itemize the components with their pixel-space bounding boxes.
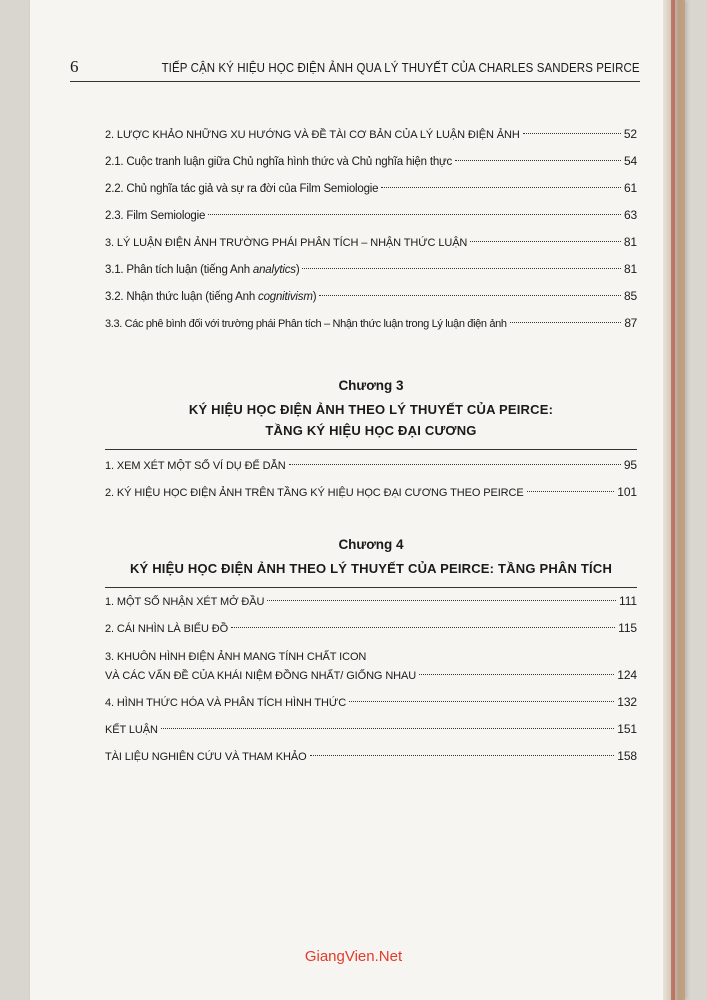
toc-entry[interactable] — [105, 743, 637, 770]
toc-entry-label: 3. LÝ LUẬN ĐIỆN ẢNH TRƯỜNG PHÁI PHÂN TÍCH – NHẬN THỨC LUẬN — [105, 237, 468, 249]
chapter-title: KÝ HIỆU HỌC ĐIỆN ẢNH THEO LÝ THUYẾT CỦA PEIRCE: TẦNG PHÂN TÍCH — [129, 561, 613, 576]
toc-entry-label: 2.3. Film Semiologie — [105, 210, 206, 222]
toc-entry[interactable] — [105, 310, 637, 337]
toc-entry-label: 2.2. Chủ nghĩa tác giả và sự ra đời của Film Semiologie — [105, 183, 379, 195]
dot-leader — [267, 600, 616, 601]
toc-chapter-4 — [105, 588, 637, 770]
toc-entry-page: 52 — [623, 127, 637, 141]
toc-entry-page: 111 — [619, 594, 637, 608]
spine-red-band — [671, 0, 675, 1000]
running-header — [70, 57, 640, 82]
toc-entry-page: 81 — [624, 262, 637, 276]
dot-leader — [349, 701, 614, 702]
toc-label-text: 3.1. Phân tích luận (tiếng Anh — [105, 264, 253, 276]
toc-entry-page: 63 — [624, 208, 637, 222]
toc-entry-label: 1. XEM XÉT MỘT SỐ VÍ DỤ ĐỂ DẪN — [105, 460, 286, 472]
toc-label-italic: cognitivism — [258, 291, 313, 303]
toc-entry[interactable] — [105, 588, 637, 615]
chapter-3-heading — [105, 378, 637, 450]
toc-entry[interactable] — [105, 648, 637, 685]
toc-entry-label: TÀI LIỆU NGHIÊN CỨU VÀ THAM KHẢO — [105, 751, 307, 763]
toc-entry-page: 151 — [617, 722, 637, 736]
toc-entry[interactable] — [105, 615, 637, 642]
toc-entry[interactable] — [105, 716, 637, 743]
toc-entry[interactable] — [105, 283, 637, 310]
toc-entry-page: 124 — [617, 668, 637, 682]
toc-entry[interactable] — [105, 202, 637, 229]
toc-label-text: 3.2. Nhận thức luận (tiếng Anh — [105, 291, 259, 303]
toc-entry-page: 61 — [624, 181, 637, 195]
toc-entry-label: 1. MỘT SỐ NHẬN XÉT MỞ ĐẦU — [105, 596, 265, 608]
dot-leader — [527, 491, 615, 492]
toc-entry[interactable] — [105, 175, 637, 202]
toc-entry-page: 87 — [624, 316, 637, 330]
toc-entry[interactable] — [105, 452, 637, 479]
page-number: 6 — [70, 57, 79, 76]
toc-entry-label — [105, 284, 316, 311]
toc-entry-page: 54 — [624, 154, 637, 168]
toc-entry-page: 81 — [623, 235, 637, 249]
dot-leader — [208, 214, 621, 215]
watermark: GiangVien.Net — [304, 948, 403, 965]
dot-leader — [161, 728, 614, 729]
toc-label-italic: analytics — [252, 264, 296, 276]
toc-entry-page: 95 — [623, 458, 637, 472]
chapter-number: Chương 4 — [338, 537, 404, 552]
dot-leader — [419, 674, 614, 675]
toc-entry-page: 115 — [618, 621, 637, 635]
dot-leader — [302, 268, 621, 269]
toc-label-text: ) — [295, 264, 300, 276]
toc-entry-label: 2.1. Cuộc tranh luận giữa Chủ nghĩa hình thức và Chủ nghĩa hiện thực — [105, 156, 453, 168]
toc-entry[interactable] — [105, 148, 637, 175]
toc-entry-label-line1: 3. KHUÔN HÌNH ĐIỆN ẢNH MANG TÍNH CHẤT ICON — [105, 651, 367, 663]
toc-entry-label: 2. CÁI NHÌN LÀ BIỂU ĐỒ — [105, 623, 229, 635]
toc-chapter-3 — [105, 452, 637, 506]
toc-label-text: ) — [312, 291, 317, 303]
dot-leader — [289, 464, 621, 465]
dot-leader — [231, 627, 615, 628]
dot-leader — [319, 295, 621, 296]
toc-entry-label: 4. HÌNH THỨC HÓA VÀ PHÂN TÍCH HÌNH THỨC — [105, 697, 347, 709]
toc-entry-label: 2. LƯỢC KHẢO NHỮNG XU HƯỚNG VÀ ĐỀ TÀI CƠ BẢN CỦA LÝ LUẬN ĐIỆN ẢNH — [105, 129, 520, 141]
toc-entry[interactable] — [105, 256, 637, 283]
toc-entry-page: 132 — [617, 695, 637, 709]
running-title: TIẾP CẬN KÝ HIỆU HỌC ĐIỆN ẢNH QUA LÝ THUYẾT CỦA CHARLES SANDERS PEIRCE — [161, 61, 640, 75]
toc-entry[interactable] — [105, 479, 637, 506]
chapter-number: Chương 3 — [338, 378, 404, 393]
toc-entry-label: VÀ CÁC VẤN ĐỀ CỦA KHÁI NIỆM ĐỒNG NHẤT/ GIỐNG NHAU — [105, 670, 417, 682]
chapter-title: TẦNG KÝ HIỆU HỌC ĐẠI CƯƠNG — [265, 423, 477, 438]
toc-section-1 — [105, 121, 637, 337]
dot-leader — [310, 755, 615, 756]
book-spine — [663, 0, 685, 1000]
dot-leader — [381, 187, 621, 188]
chapter-rule — [105, 449, 637, 450]
dot-leader — [523, 133, 621, 134]
toc-entry-label — [105, 257, 299, 284]
toc-entry-line2 — [105, 666, 637, 685]
dot-leader — [510, 322, 622, 323]
toc-entry-page: 101 — [617, 485, 637, 499]
chapter-title: KÝ HIỆU HỌC ĐIỆN ẢNH THEO LÝ THUYẾT CỦA PEIRCE: — [188, 402, 554, 417]
toc-entry[interactable] — [105, 121, 637, 148]
toc-entry-label: KẾT LUẬN — [105, 724, 158, 736]
toc-entry[interactable] — [105, 689, 637, 716]
toc-entry-label: 3.3. Các phê bình đối với trường phái Phân tích – Nhận thức luận trong Lý luận điện ảnh — [105, 318, 507, 330]
toc-entry[interactable] — [105, 229, 637, 256]
dot-leader — [470, 241, 621, 242]
chapter-4-heading — [105, 537, 637, 588]
toc-entry-label: 2. KÝ HIỆU HỌC ĐIỆN ẢNH TRÊN TẦNG KÝ HIỆU HỌC ĐẠI CƯƠNG THEO PEIRCE — [105, 487, 524, 499]
dot-leader — [455, 160, 621, 161]
toc-entry-page: 85 — [624, 289, 637, 303]
toc-entry-page: 158 — [617, 749, 637, 763]
